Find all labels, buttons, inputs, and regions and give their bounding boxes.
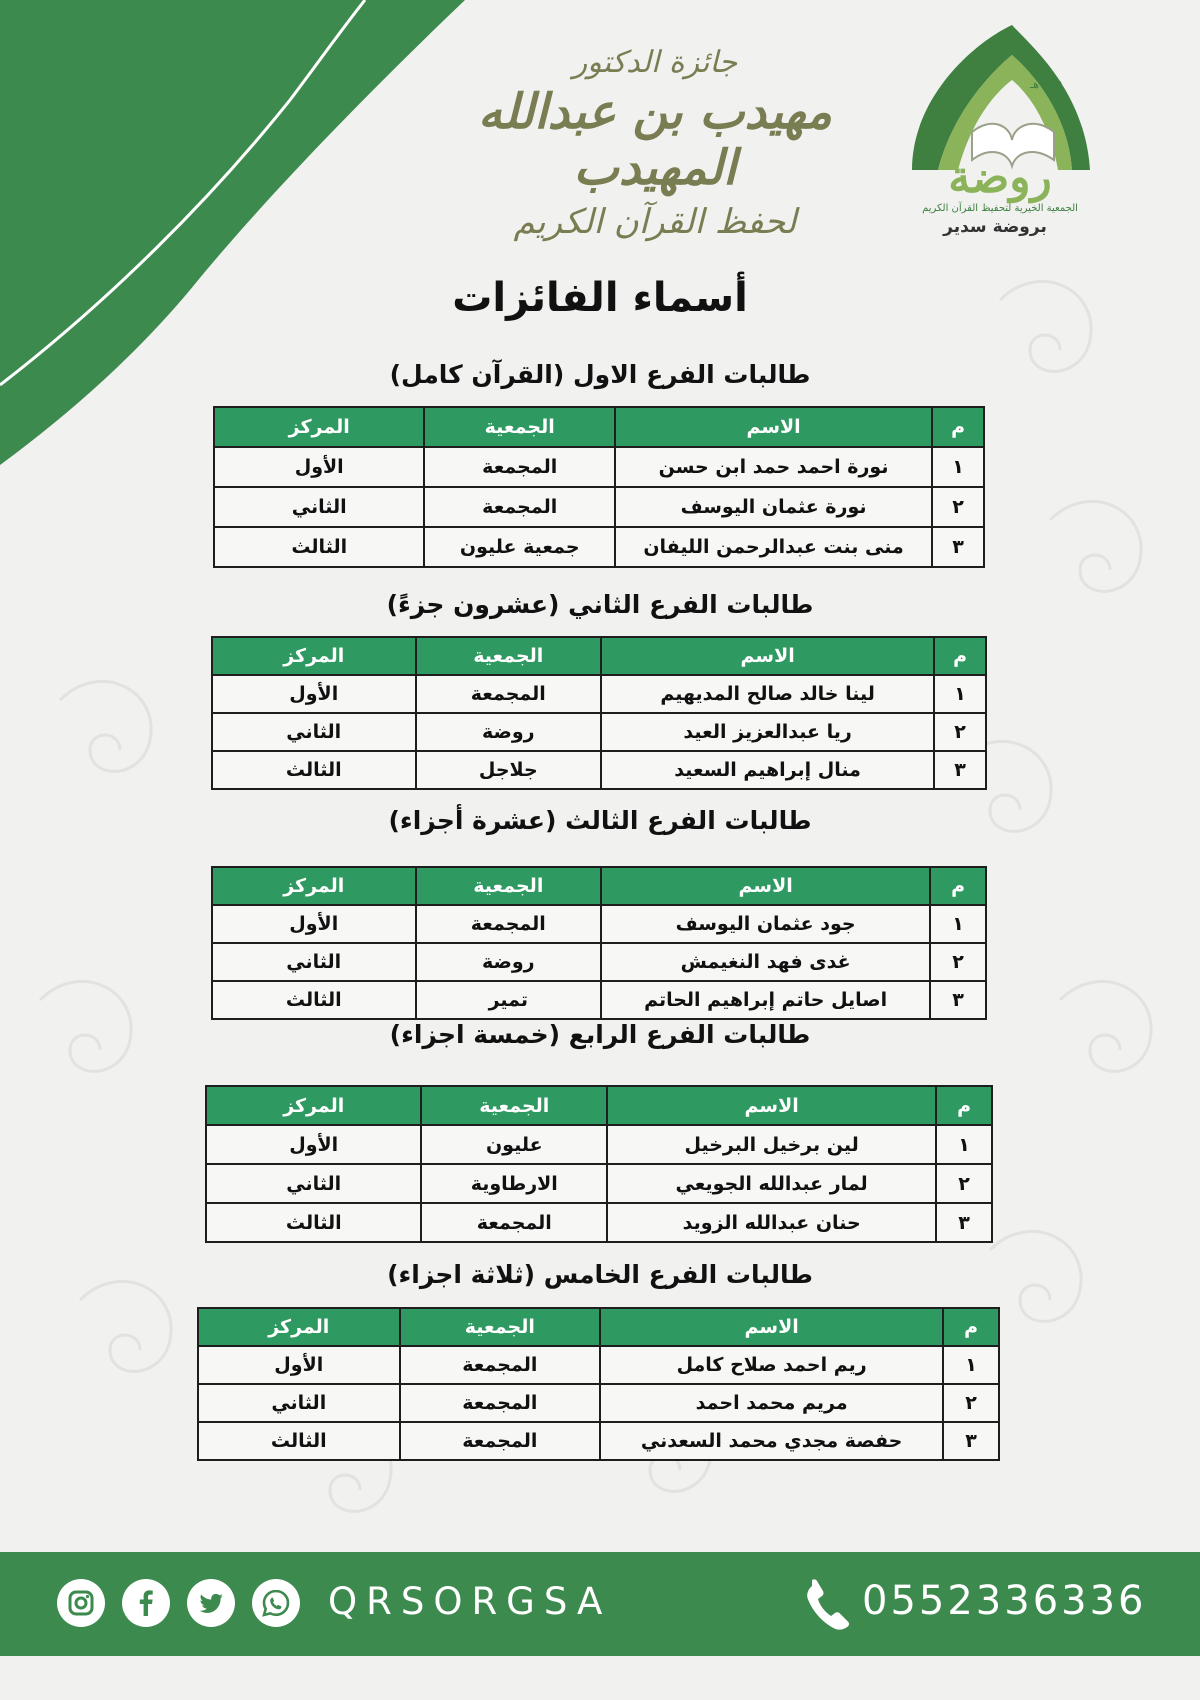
row-assoc: عليون	[421, 1125, 607, 1164]
col-header-rank: المركز	[206, 1086, 421, 1125]
row-name: لين برخيل البرخيل	[607, 1125, 936, 1164]
row-rank: الأول	[214, 447, 424, 487]
row-name: غدى فهد النغيمش	[601, 943, 930, 981]
row-num: ٢	[943, 1384, 999, 1422]
row-num: ٣	[934, 751, 986, 789]
row-name: لمار عبدالله الجويعي	[607, 1164, 936, 1203]
col-header-assoc: الجمعية	[416, 867, 602, 905]
row-rank: الثالث	[214, 527, 424, 567]
org-name: روضة	[948, 152, 1052, 203]
row-name: حفصة مجدي محمد السعدني	[600, 1422, 943, 1460]
row-name: ريم احمد صلاح كامل	[600, 1346, 943, 1384]
col-header-name: الاسم	[601, 867, 930, 905]
row-assoc: جمعية عليون	[424, 527, 615, 567]
col-header-rank: المركز	[214, 407, 424, 447]
org-location: بروضة سدير	[943, 217, 1047, 237]
row-rank: الثاني	[214, 487, 424, 527]
table-row	[198, 1422, 999, 1460]
instagram-icon[interactable]	[57, 1579, 105, 1627]
row-assoc: المجمعة	[416, 675, 602, 713]
row-rank: الثاني	[212, 943, 416, 981]
col-header-num: م	[943, 1308, 999, 1346]
table-row	[212, 675, 986, 713]
row-num: ١	[930, 905, 986, 943]
row-num: ٢	[930, 943, 986, 981]
row-num: ٢	[936, 1164, 992, 1203]
row-num: ٣	[930, 981, 986, 1019]
row-num: ١	[934, 675, 986, 713]
row-assoc: المجمعة	[424, 447, 615, 487]
row-rank: الثالث	[206, 1203, 421, 1242]
organization-logo	[900, 20, 1100, 245]
table-row	[212, 713, 986, 751]
section-title-2: طالبات الفرع الثاني (عشرون جزءً)	[386, 590, 814, 619]
row-name: مريم محمد احمد	[600, 1384, 943, 1422]
col-header-name: الاسم	[607, 1086, 936, 1125]
footer-bar	[0, 1552, 1200, 1656]
corner-wave-decoration	[0, 0, 470, 470]
row-name: منى بنت عبدالرحمن الليفان	[615, 527, 932, 567]
row-num: ٣	[936, 1203, 992, 1242]
row-assoc: الارطاوية	[421, 1164, 607, 1203]
table-row	[206, 1125, 992, 1164]
row-num: ٣	[932, 527, 984, 567]
row-assoc: المجمعة	[416, 905, 602, 943]
table-row	[214, 487, 984, 527]
row-assoc: المجمعة	[424, 487, 615, 527]
row-name: حنان عبدالله الزويد	[607, 1203, 936, 1242]
section-title-4: طالبات الفرع الرابع (خمسة اجزاء)	[389, 1020, 811, 1049]
col-header-name: الاسم	[615, 407, 932, 447]
phone-icon	[800, 1576, 854, 1634]
row-num: ١	[943, 1346, 999, 1384]
table-row	[206, 1164, 992, 1203]
row-rank: الثالث	[212, 751, 416, 789]
row-rank: الثاني	[212, 713, 416, 751]
col-header-num: م	[932, 407, 984, 447]
table-header-row	[212, 637, 986, 675]
table-row	[212, 981, 986, 1019]
row-assoc: تمير	[416, 981, 602, 1019]
col-header-assoc: الجمعية	[421, 1086, 607, 1125]
row-num: ١	[932, 447, 984, 487]
twitter-icon[interactable]	[187, 1579, 235, 1627]
table-header-row	[198, 1308, 999, 1346]
col-header-name: الاسم	[601, 637, 934, 675]
org-subtitle: الجمعية الخيرية لتحفيظ القرآن الكريم	[922, 203, 1078, 214]
row-rank: الأول	[212, 675, 416, 713]
table-row	[198, 1384, 999, 1422]
row-rank: الثاني	[198, 1384, 400, 1422]
col-header-num: م	[934, 637, 986, 675]
row-assoc: المجمعة	[400, 1384, 601, 1422]
award-logo	[430, 45, 880, 245]
row-rank: الأول	[212, 905, 416, 943]
table-row	[212, 943, 986, 981]
table-header-row	[214, 407, 984, 447]
table-row	[212, 905, 986, 943]
table-row	[212, 751, 986, 789]
row-name: ريا عبدالعزيز العيد	[601, 713, 934, 751]
table-header-row	[206, 1086, 992, 1125]
col-header-rank: المركز	[198, 1308, 400, 1346]
col-header-num: م	[930, 867, 986, 905]
row-rank: الأول	[206, 1125, 421, 1164]
row-name: نورة احمد حمد ابن حسن	[615, 447, 932, 487]
table-row	[206, 1203, 992, 1242]
col-header-num: م	[936, 1086, 992, 1125]
row-name: نورة عثمان اليوسف	[615, 487, 932, 527]
row-name: منال إبراهيم السعيد	[601, 751, 934, 789]
section-title-1: طالبات الفرع الاول (القرآن كامل)	[389, 360, 811, 389]
phone-number[interactable]: 0552336336	[862, 1578, 1147, 1624]
row-rank: الأول	[198, 1346, 400, 1384]
row-num: ٢	[934, 713, 986, 751]
table-row	[214, 447, 984, 487]
award-logo-line2: مهيدب بن عبدالله المهيدب	[478, 84, 832, 196]
winners-table-2	[211, 636, 987, 790]
table-row	[198, 1346, 999, 1384]
col-header-assoc: الجمعية	[424, 407, 615, 447]
award-logo-line1: جائزة الدكتور	[572, 45, 738, 80]
page-title: أسماء الفائزات	[452, 275, 748, 321]
row-num: ١	[936, 1125, 992, 1164]
row-rank: الثاني	[206, 1164, 421, 1203]
col-header-rank: المركز	[212, 867, 416, 905]
social-handle[interactable]: QRSORGSA	[328, 1580, 612, 1623]
row-rank: الثالث	[198, 1422, 400, 1460]
row-rank: الثالث	[212, 981, 416, 1019]
row-assoc: روضة	[416, 713, 602, 751]
row-num: ٢	[932, 487, 984, 527]
section-title-3: طالبات الفرع الثالث (عشرة أجزاء)	[388, 806, 812, 835]
table-header-row	[212, 867, 986, 905]
row-assoc: المجمعة	[400, 1346, 601, 1384]
row-assoc: المجمعة	[421, 1203, 607, 1242]
row-assoc: المجمعة	[400, 1422, 601, 1460]
row-name: لينا خالد صالح المديهيم	[601, 675, 934, 713]
row-assoc: جلاجل	[416, 751, 602, 789]
facebook-icon[interactable]	[122, 1579, 170, 1627]
section-title-5: طالبات الفرع الخامس (ثلاثة اجزاء)	[387, 1260, 813, 1289]
winners-table-3	[211, 866, 987, 1020]
row-name: جود عثمان اليوسف	[601, 905, 930, 943]
org-year: ١٤١٩هـ	[1030, 78, 1063, 91]
winners-table-1	[213, 406, 985, 568]
table-row	[214, 527, 984, 567]
row-name: اصايل حاتم إبراهيم الحاتم	[601, 981, 930, 1019]
col-header-assoc: الجمعية	[400, 1308, 601, 1346]
col-header-rank: المركز	[212, 637, 416, 675]
award-logo-line3: لحفظ القرآن الكريم	[513, 202, 797, 242]
row-num: ٣	[943, 1422, 999, 1460]
col-header-name: الاسم	[600, 1308, 943, 1346]
col-header-assoc: الجمعية	[416, 637, 602, 675]
winners-table-4	[205, 1085, 993, 1243]
row-assoc: روضة	[416, 943, 602, 981]
winners-table-5	[197, 1307, 1000, 1461]
whatsapp-icon[interactable]	[252, 1579, 300, 1627]
